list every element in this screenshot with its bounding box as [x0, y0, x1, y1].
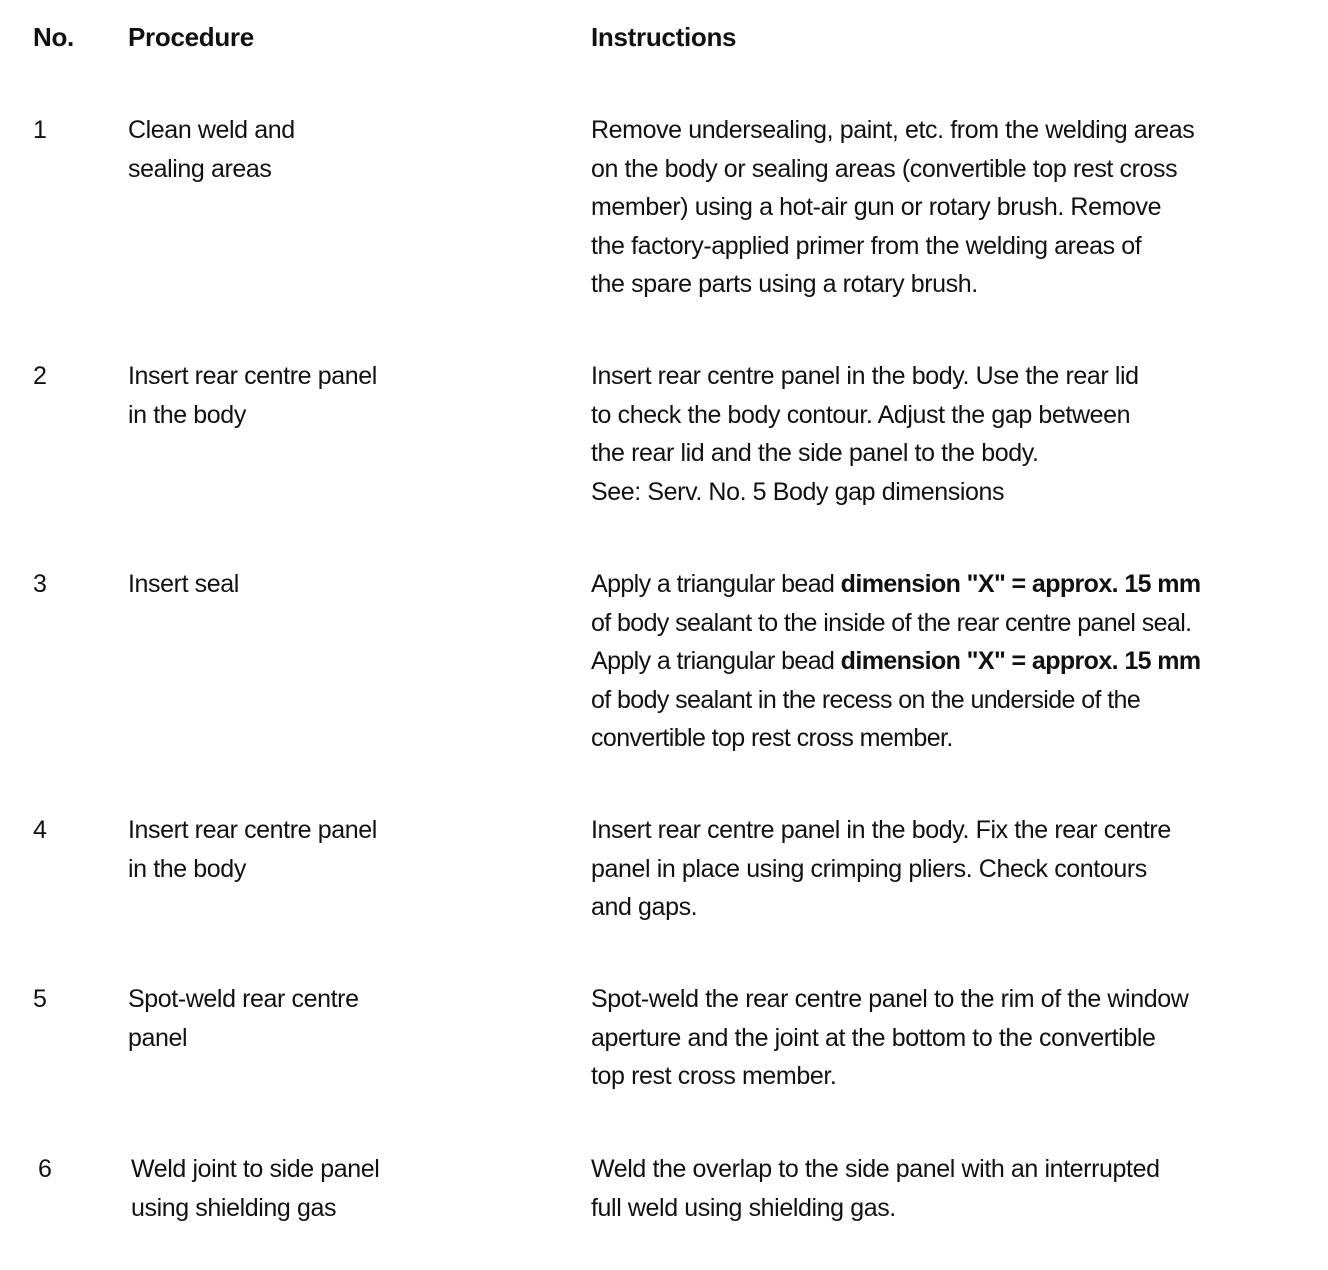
row-1-instruction-line: on the body or sealing areas (convertible top rest cross [591, 154, 1178, 183]
row-6-procedure-line: using shielding gas [131, 1193, 337, 1222]
row-4-instruction-line: and gaps. [591, 893, 698, 921]
row-6-instructions [591, 1150, 1160, 1227]
row-1-instructions [591, 111, 1194, 304]
row-6-number: 6 [38, 1155, 52, 1183]
instruction-text: Apply a triangular bead [591, 647, 841, 675]
row-2-instruction-line: See: Serv. No. 5 Body gap dimensions [591, 477, 1005, 506]
row-6-procedure-line: Weld joint to side panel [131, 1155, 380, 1183]
row-1-instruction-line: Remove undersealing, paint, etc. from the welding areas [591, 116, 1195, 144]
row-4-instruction-line: panel in place using crimping pliers. Check contours [591, 854, 1147, 883]
row-1-instruction-line: member) using a hot-air gun or rotary brush. Remove [591, 193, 1162, 221]
row-6-procedure [131, 1150, 379, 1227]
row-5-procedure-line: panel [128, 1023, 188, 1052]
row-5-number: 5 [33, 985, 47, 1013]
row-3-number: 3 [33, 570, 47, 598]
row-1-procedure [128, 111, 295, 188]
row-5-instruction-line: aperture and the joint at the bottom to the convertible [591, 1023, 1156, 1052]
row-2-procedure-line: in the body [128, 400, 246, 429]
row-5-instructions [591, 980, 1188, 1096]
dimension-spec: dimension "X" = approx. 15 mm [840, 647, 1201, 675]
row-5-procedure-line: Spot-weld rear centre [128, 985, 359, 1013]
dimension-spec: dimension "X" = approx. 15 mm [840, 570, 1201, 598]
header-no: No. [33, 22, 74, 52]
row-2-number: 2 [33, 362, 47, 390]
row-6-instruction-line: full weld using shielding gas. [591, 1193, 896, 1222]
row-1-procedure-line: Clean weld and [128, 116, 295, 144]
row-3-instruction-line [591, 642, 1201, 681]
row-4-procedure [128, 811, 377, 888]
row-3-procedure-line: Insert seal [128, 570, 239, 598]
row-4-instruction-line: Insert rear centre panel in the body. Fix the rear centre [591, 816, 1171, 844]
row-4-number: 4 [33, 816, 47, 844]
row-2-instruction-line: Insert rear centre panel in the body. Use the rear lid [591, 362, 1139, 390]
row-1-instruction-line: the spare parts using a rotary brush. [591, 270, 978, 298]
header-instructions: Instructions [591, 22, 737, 52]
row-3-instruction-line: of body sealant to the inside of the rear centre panel seal. [591, 608, 1192, 637]
row-5-procedure [128, 980, 359, 1057]
row-4-procedure-line: Insert rear centre panel [128, 816, 377, 844]
row-1-number: 1 [33, 116, 47, 144]
instruction-text: Apply a triangular bead [591, 570, 841, 598]
row-4-procedure-line: in the body [128, 854, 246, 883]
row-5-instruction-line: top rest cross member. [591, 1062, 837, 1090]
row-3-instructions [591, 565, 1201, 758]
header-procedure: Procedure [128, 22, 254, 52]
row-3-instruction-line: of body sealant in the recess on the underside of the [591, 685, 1141, 714]
row-2-procedure [128, 357, 377, 434]
row-3-instruction-line: convertible top rest cross member. [591, 724, 953, 752]
row-3-instruction-line [591, 565, 1201, 604]
row-2-instruction-line: the rear lid and the side panel to the body. [591, 439, 1039, 467]
row-2-instructions [591, 357, 1139, 511]
row-4-instructions [591, 811, 1171, 927]
row-6-instruction-line: Weld the overlap to the side panel with an interrupted [591, 1155, 1160, 1183]
row-1-procedure-line: sealing areas [128, 154, 272, 183]
row-5-instruction-line: Spot-weld the rear centre panel to the rim of the window [591, 985, 1189, 1013]
row-3-procedure [128, 565, 239, 604]
row-1-instruction-line: the factory-applied primer from the welding areas of [591, 231, 1142, 260]
row-2-instruction-line: to check the body contour. Adjust the gap between [591, 400, 1131, 429]
row-2-procedure-line: Insert rear centre panel [128, 362, 377, 390]
